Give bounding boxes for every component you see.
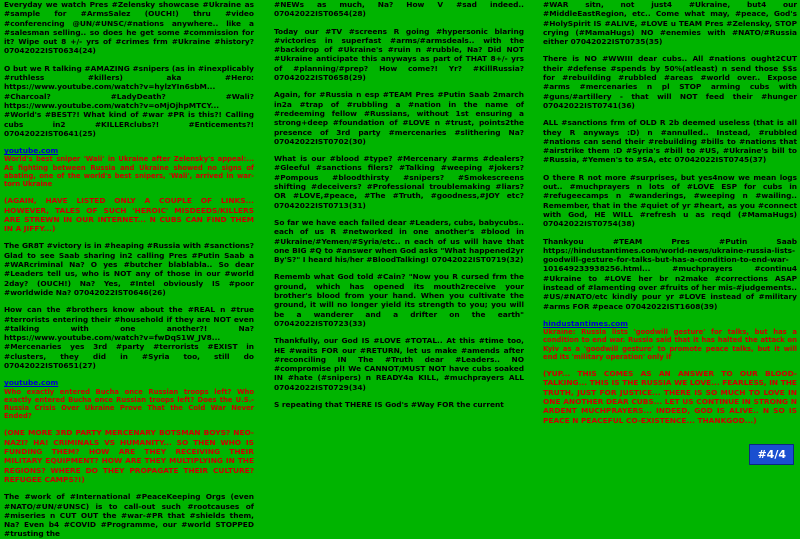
note: (YUP... THIS COMES AS AN ANSWER TO OUR BLOOD-TALKING... THIS IS THE RUSSIA WE LOVE... FEARLESS, IN THE TRUTH, JUST FOR JUSTICE... THERE IS SO MUCH TO LOVE IN ONE ANOTHER DEAR CUBS... LET US CONTINUE IN STRONG N ARDENT MUCHPRAYERS... INDEED, GOD IS ALIVE.. N SO IS PEACE N PEACEFUL CO-EXISTENCE... THANKGOD...) — [543, 369, 797, 425]
post: S repeating that THERE IS God's #Way FOR the current — [274, 399, 504, 409]
link-preview[interactable]: World's best sniper 'Wali' in Ukraine after Zelensky's appeal:... As fighting between Russia and Ukraine showed no signs of abating, one of the world's best snipers, 'Wali', arrived in war-torn Ukraine — [4, 155, 254, 189]
post: Today our #TV #screens R going #hypersonic blaring #victories in superfast #arms/#armsdeals.. with the #backdrop of #Ukraine's #ruin n #rubble, Na? Did NOT #Ukraine anticipate this anyways as part of THAT 8+/- yrs of #planning/#prep? How come?! Yr? #KillRussia? 07042022IST0658(29) — [274, 26, 524, 83]
post: The GR8T #victory is in #heaping #Russia with #sanctions? Glad to see Saab sharing in2 calling Pres #Putin Saab a #WARcriminal Na? O yes #butcher blablabla.. So dear #Leaders tell us, who is NOT any of those in our #world 2day? (OUCH!) Na? Yes, #Intel obviously IS #poor #worldwide Na? 07042022IST0646(26) — [4, 241, 254, 297]
link-preview[interactable]: Ukraine: Russia lists 'goodwill gesture' for talks, but has a condition to end war. Russia said that it has halted the attack on Kyiv as a 'goodwill gesture' to promote peace talks, but it will end its 'military operation' only if — [543, 328, 797, 361]
post: #NEWs as much, Na? How V #sad indeed.. 07042022IST0654(28) — [274, 0, 524, 19]
column-3 — [543, 0, 797, 471]
post: Again, for #Russia n esp #TEAM Pres #Putin Saab 2march in2a #trap of #rubbling a #nation in the name of #redeeming fellow #Russians, without 1st ensuring a strong+deep #foundation of #LOVE n #trust, points2the presence of 3rd party #mercenaries #slithering Na? 07042022IST0702(30) — [274, 90, 524, 146]
note: (AGAIN, HAVE LISTED ONLY A COUPLE OF LINKS... HOWEVER, TALES OF SUCH 'HEROIC' MISDEEDS/KILLERS ARE STREWN IN OUR INTERNET... N CUBS CAN FIND THEM IN A JIFFY...) — [4, 196, 254, 234]
post: Thankfully, our God IS #LOVE #TOTAL.. At this #time too, HE #waits FOR our #RETURN, let us make #amends after #reconciling IN The #Truth dear #Leaders.. NO #compromise pl! We CANNOT/MUST NOT have cubs soaked IN #hate (#snipers) n READY4a KILL, #muchprayers ALL 07042022IST0729(34) — [274, 336, 524, 392]
post: The #work of #International #PeaceKeeping Orgs (even #NATO/#UN/#UNSC) is to call-out such #rootcauses of #miseries n CUT OUT the #war-#PR that #shields them, Na? Even b4 #COVID #Programme, our #world STOPPED #trusting the — [4, 492, 254, 539]
link-preview[interactable]: Who exactly entered Bucha once Russian troops left? Who exactly entered Bucha once Russian troops left? Does the U.S.-Russia Crisis Over Ukraine Prove That the Cold War Never Ended? — [4, 387, 254, 421]
link-domain[interactable]: youtube.com — [4, 146, 59, 156]
column-2 — [274, 0, 524, 471]
page-badge: #4/4 — [749, 444, 794, 465]
post: What is our #blood #type? #Mercenary #arms #dealers? #Gleeful #sanctions filers? #Talking #weeping #jokers? #Pompous #bloodthirsty #snipers? #Smokescreens shifting #deceivers? #Professional troublemaking #liars? OR #LOVE,#peace, #The #Truth, #goodness,#JOY etc? 07042022IST0713(31) — [274, 154, 524, 210]
post: There is NO #WWIII dear cubs.. All #nations ought2CUT their #defense #spends by 50%(atleast) n send those $$s for #rebuilding #rubbled #areas #world over.. Expose #arms #mercenaries n pl STOP arming cubs with #guns/#artillery - that will NOT feed their #hunger 07042022IST0741(36) — [543, 54, 797, 110]
post: How can the #brothers know about the #REAL n #true #terrorists entering their #household if they are NOT even #talking with one another?! Na? https://www.youtube.com/watch?v=fwDqS1W_JV8... #Mercenaries yes 3rd #party #terrorists #EXIST in #clusters, they did in #Syria too, still do 07042022IST0651(27) — [4, 305, 254, 371]
post: So far we have each failed dear #Leaders, cubs, babycubs.. each of us R #networked in one another's #blood in #Ukraine/#Yemen/#Syria/etc.. n each of us will have that one BIG #Q to #answer when God asks "What happened2yr By'S?" I heard his/her #BloodTalking! 07042022IST0719(32) — [274, 217, 524, 265]
post: #WAR sitn, not just4 #Ukraine, but4 our #MiddleEastRegion, etc.. Come what may, #peace, God's #HolySpirit IS #ALIVE, #LOVE u TEAM Pres #Zelensky, STOP crying (#MamaHugs) NO #enemies with #NATO/#Russia either 07042022IST0735(35) — [543, 0, 797, 47]
post: ALL #sanctions frm of OLD R 2b deemed useless (that is all they R anyways :D) n #annulled.. Instead, #rubbled #nations can send their #rebuilding #bills to #nations that #airstrike them :D #Syria's #bill to #US, #Ukraine's bill to #Russia, #Yemen's to #SA, etc 07042022IST0745(37) — [543, 118, 797, 165]
post: Rememb what God told #Cain? "Now you R cursed frm the ground, which has opened its mouth2receive your brother's blood from your hand. When you cultivate the ground, it will no longer yield its strength to you; you will be a wanderer and a drifter on the earth" 07042022IST0723(33) — [274, 272, 524, 328]
post: O there R not more #surprises, but yes4now we mean logs out.. #muchprayers n lots of #LOVE ESP for cubs in #refugeecamps n #wanderings, #weeping n #wailing.. Remember, that in the #quiet of yr #heart, as you #connect with God, HE WILL #refresh u as reqd (#MamaHugs) 07042022IST0754(38) — [543, 172, 797, 229]
column-1 — [4, 0, 254, 539]
post: Everyday we watch Pres #Zelensky showcase #Ukraine as #sample for #ArmsSalez (OUCH!) thru #video #conferencing @UN/#UNSC/#nations anywhere.. like a #salesman selling.. so does he get some #commission for it? Wipe out 8 +/- yrs of #crimes frm #Ukraine #history? 07042022IST0634(24) — [4, 0, 254, 56]
post: Thankyou #TEAM Pres #Putin Saab https://hindustantimes.com/world-news/ukraine-russia-lists-goodwill-gesture-for-talks-but-has-a-condition-to-end-war-101649233938256.html... #muchprayers #continu4 #Ukraine to #LOVE her br n2make #corrections ASAP instead of #lamenting over #fruits of her mis-#judgements.. #US/#NATO/etc kindly pour yr #LOVE instead of #military #arms FOR #peace 07042022IST1608(39) — [543, 236, 797, 311]
note: (ONE MORE 3RD PARTY MERCENARY BOTSMAN BOYS? NEO-NAZI? HA! CRIMINALS VS HUMANITY... SO THEN WHO IS FUNDING THEM? HOW ARE THEY RECEIVING THEIR MILITARY EQUIPMENT? HOW ARE THEY MULTIPLYING IN THE REGIONS? WHERE DO THEY PROPAGATE THEIR CULTURE? REFUGEE CAMPS?!) — [4, 428, 254, 484]
link-domain[interactable]: youtube.com — [4, 378, 59, 388]
link-domain[interactable]: hindustantimes.com — [543, 318, 628, 328]
post: O but we R talking #AMAZING #snipers (as in #inexplicably #ruthless #killers) aka #Hero: https://www.youtube.com/watch?v=hylzYIn6sbM... #Charcoal? #LadyDeath? #Wali? https://www.youtube.com/watch?v=oMjOjhpMTCY... #World's #BEST?! What kind of #war #PR is this?! Calling cubs in2 #KILLERclubs?! #Enticements?! 07042022IST0641(25) — [4, 63, 254, 138]
